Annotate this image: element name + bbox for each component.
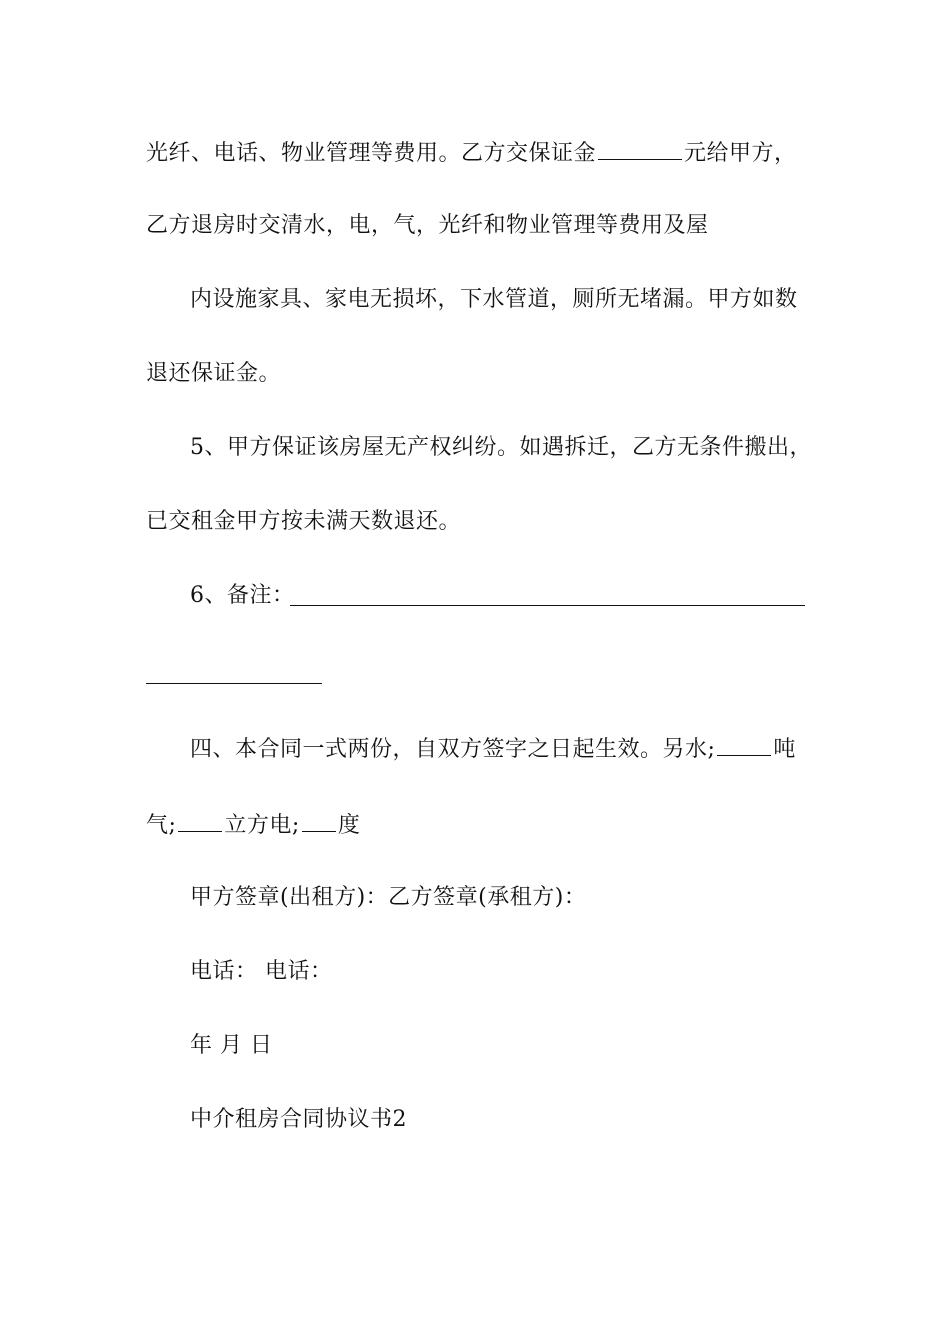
paragraph-line-clause-5 <box>190 433 812 463</box>
deposit-amount-blank <box>598 137 682 160</box>
remarks-blank-line-1 <box>290 605 805 606</box>
text-gas-label: 气; <box>146 813 177 838</box>
text-facilities: 内设施家具、家电无损坏，下水管道，厕所无堵漏。甲方如数 <box>190 287 798 312</box>
text-degree-unit: 度 <box>337 813 361 838</box>
text-ton-unit: 吨 <box>773 737 796 762</box>
paragraph-line-rent-refund <box>146 507 461 537</box>
gas-reading-blank <box>178 809 222 832</box>
paragraph-line-clause-four <box>190 733 796 765</box>
text-checkout: 乙方退房时交清水，电，气，光纤和物业管理等费用及屋 <box>146 213 709 238</box>
paragraph-line-fees-deposit <box>146 137 797 169</box>
text-refund-deposit: 退还保证金。 <box>146 361 282 386</box>
text-rent-refund: 已交租金甲方按未满天数退还。 <box>146 509 462 534</box>
text-to-party-a: 元给甲方， <box>684 141 797 166</box>
paragraph-line-checkout <box>146 211 709 241</box>
text-cubic-electric: 立方电; <box>224 813 300 838</box>
text-fees-deposit: 光纤、电话、物业管理等费用。乙方交保证金 <box>146 141 597 166</box>
section-title-line <box>190 1105 407 1135</box>
phone-line <box>190 957 333 987</box>
remarks-blank-line-2 <box>146 683 322 684</box>
paragraph-line-facilities <box>190 285 798 315</box>
text-date: 年 月 日 <box>190 1033 273 1058</box>
paragraph-line-refund-deposit <box>146 359 281 389</box>
text-clause-5: 5、甲方保证该房屋无产权纠纷。如遇拆迁，乙方无条件搬出， <box>190 435 812 460</box>
electric-reading-blank <box>302 809 336 832</box>
text-phones: 电话： 电话： <box>190 959 333 984</box>
section-title: 中介租房合同协议书2 <box>190 1107 407 1132</box>
text-clause-four: 四、本合同一式两份，自双方签字之日起生效。另水; <box>190 737 716 762</box>
water-reading-blank <box>717 733 771 756</box>
date-line <box>190 1031 273 1061</box>
signature-line <box>190 883 586 913</box>
paragraph-line-clause-6 <box>190 581 295 611</box>
text-remarks-label: 6、备注： <box>190 583 295 608</box>
text-signatures: 甲方签章(出租方)：乙方签章(承租方)： <box>190 885 587 910</box>
paragraph-line-meter-readings <box>146 809 360 841</box>
